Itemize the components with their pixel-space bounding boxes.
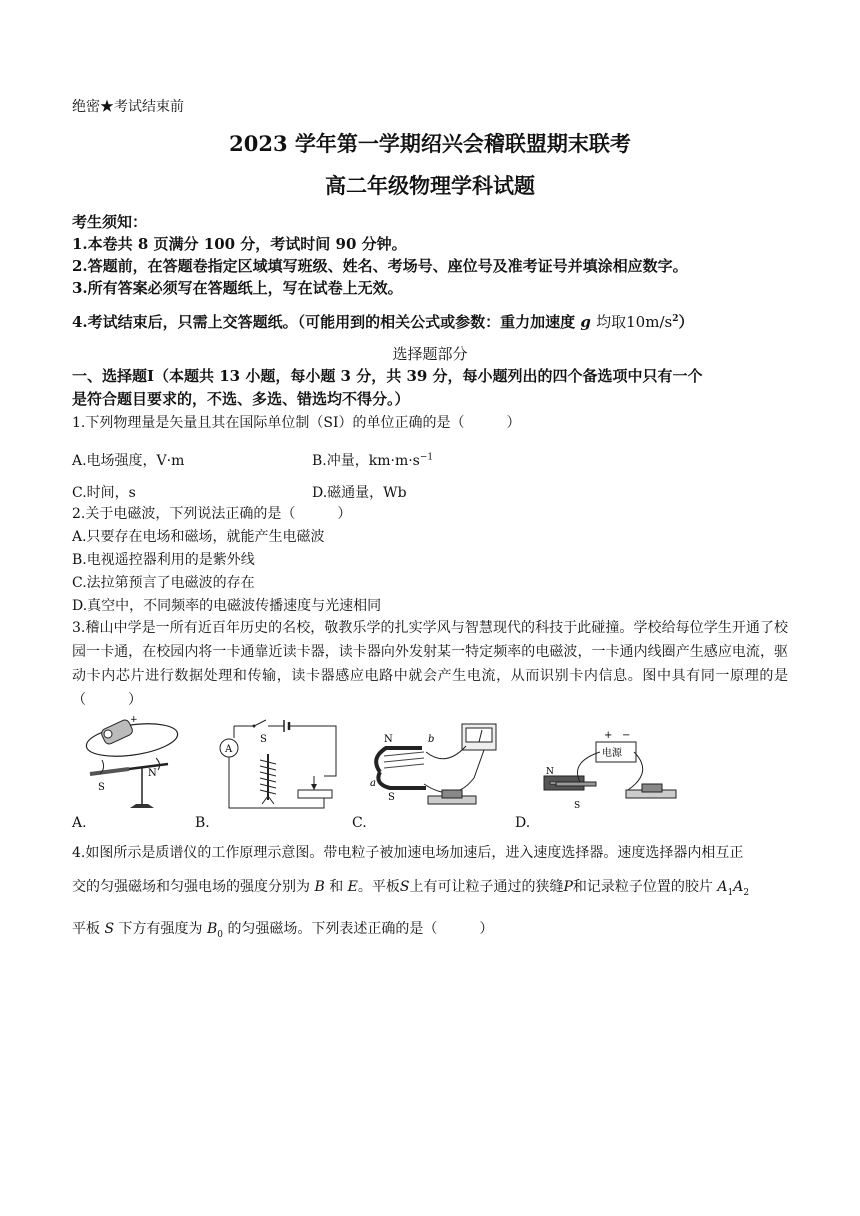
q1-option-b-text: B.冲量，km·m·s	[312, 453, 420, 469]
q3-label-a: A.	[72, 815, 87, 831]
exam-title: 2023 学年第一学期绍兴会稽联盟期末联考	[229, 131, 631, 156]
q3-stem: 3.稽山中学是一所有近百年历史的名校，敬教乐学的扎实学风与智慧现代的科技于此碰撞。学校给每位学生开通了校园一卡通，在校园内将一卡通靠近读卡器，读卡器向外发射某一特定频率的电磁波，一卡通内线圈产生感应电流，驱动卡内芯片进行数据处理和传输，读卡器感应电路中就会产生电流，从而识别卡内信息。图中具有同一原理的是（ ）	[72, 620, 788, 708]
notice-item: 3.所有答案必须写在答题纸上，写在试卷上无效。	[72, 279, 403, 297]
q4-sub-1: 1	[727, 887, 734, 898]
notice-item-text: 4.考试结束后，只需上交答题纸。（可能用到的相关公式或参数：重力加速度	[72, 313, 576, 331]
q2-option-a: A.只要存在电场和磁场，就能产生电磁波	[72, 529, 325, 545]
q1-option-d: D.磁通量，Wb	[312, 485, 407, 501]
notice-item-4	[72, 311, 693, 332]
fig-b-s: S	[260, 734, 267, 745]
figure-d	[534, 712, 682, 816]
g-value: 均取10m/s	[596, 313, 673, 331]
fig-c-a: a	[370, 778, 376, 789]
fig-c-n: N	[384, 734, 393, 745]
q4-symbol-s2: S	[104, 921, 115, 937]
q4-line3-b: 下方有强度为	[118, 921, 203, 937]
q1-option-b-exp: −1	[419, 452, 434, 463]
section-title: 选择题部分	[392, 345, 468, 363]
q4-line3-a: 平板	[72, 921, 100, 937]
notice-item: 1.本卷共 8 页满分 100 分，考试时间 90 分钟。	[72, 235, 407, 253]
q4-line2	[72, 876, 749, 898]
part1-heading-line1: 一、选择题Ⅰ（本题共 13 小题，每小题 3 分，共 39 分，每小题列出的四个备选项中只有一个	[72, 367, 703, 385]
q4-symbol-b: B	[314, 879, 325, 895]
fig-c-s: S	[388, 792, 395, 803]
q4-line2-a: 交的匀强磁场和匀强电场的强度分别为	[72, 879, 310, 895]
exam-subtitle: 高二年级物理学科试题	[325, 173, 535, 198]
q4-symbol-p: P	[563, 879, 573, 895]
q4-sub-0: 0	[217, 929, 223, 940]
q2-option-d: D.真空中，不同频率的电磁波传播速度与光速相同	[72, 598, 382, 614]
fig-a-n: N	[148, 768, 157, 779]
q4-symbol-b0: B	[206, 921, 218, 937]
fig-d-s: S	[574, 801, 581, 811]
g-close: ）	[678, 313, 694, 331]
fig-c-b: b	[428, 734, 435, 745]
q2-option-b: B.电视遥控器利用的是紫外线	[72, 552, 255, 568]
q4-symbol-s: S	[399, 879, 410, 895]
fig-a-plus: +	[130, 715, 138, 725]
q4-line2-c: 上有可让粒子通过的狭缝	[409, 879, 564, 895]
q4-line2-b: 。平板	[357, 879, 400, 895]
fig-d-n: N	[546, 767, 554, 777]
fig-b-ammeter-label: A	[225, 744, 233, 755]
notice-heading: 考生须知：	[72, 213, 148, 231]
part1-heading-line2: 是符合题目要求的，不选、多选、错选均不得分。）	[72, 390, 410, 408]
q4-symbol-a2: A	[733, 879, 744, 895]
q2-stem: 2.关于电磁波，下列说法正确的是（ ）	[72, 506, 352, 522]
q4-line3-c: 的匀强磁场。下列表述正确的是（ ）	[227, 921, 494, 937]
q4-line2-d: 和记录粒子位置的胶片	[572, 879, 713, 895]
figure-b	[214, 712, 344, 816]
q3-label-d: D.	[515, 815, 531, 831]
q4-and: 和	[329, 879, 344, 895]
q1-option-a: A.电场强度，V·m	[72, 453, 185, 469]
g-symbol: g	[580, 313, 591, 331]
confidential-label: 绝密★考试结束前	[72, 99, 184, 115]
fig-d-minus: −	[622, 730, 631, 741]
figure-c	[366, 712, 506, 816]
q4-symbol-e: E	[347, 879, 358, 895]
q4-sub-2: 2	[743, 887, 750, 898]
q1-option-b	[312, 450, 433, 470]
fig-a-s: S	[98, 782, 105, 793]
q1-option-c: C.时间，s	[72, 485, 136, 501]
q4-symbol-a1: A	[717, 879, 728, 895]
q1-stem: 1.下列物理量是矢量且其在国际单位制（SI）的单位正确的是（ ）	[72, 415, 521, 431]
figure-a	[72, 712, 190, 818]
q3-label-b: B.	[195, 815, 210, 831]
q2-option-c: C.法拉第预言了电磁波的存在	[72, 575, 255, 591]
fig-d-plus: +	[604, 730, 613, 741]
q3-label-c: C.	[352, 815, 367, 831]
notice-item: 2.答题前，在答题卷指定区域填写班级、姓名、考场号、座位号及准考证号并填涂相应数字。	[72, 257, 688, 275]
q4-line3	[72, 918, 493, 940]
q4-line1: 4.如图所示是质谱仪的工作原理示意图。带电粒子被加速电场加速后，进入速度选择器。速度选择器内相互正	[72, 845, 744, 861]
fig-d-power-label: 电源	[602, 748, 622, 759]
g-exponent: 2	[672, 314, 679, 324]
